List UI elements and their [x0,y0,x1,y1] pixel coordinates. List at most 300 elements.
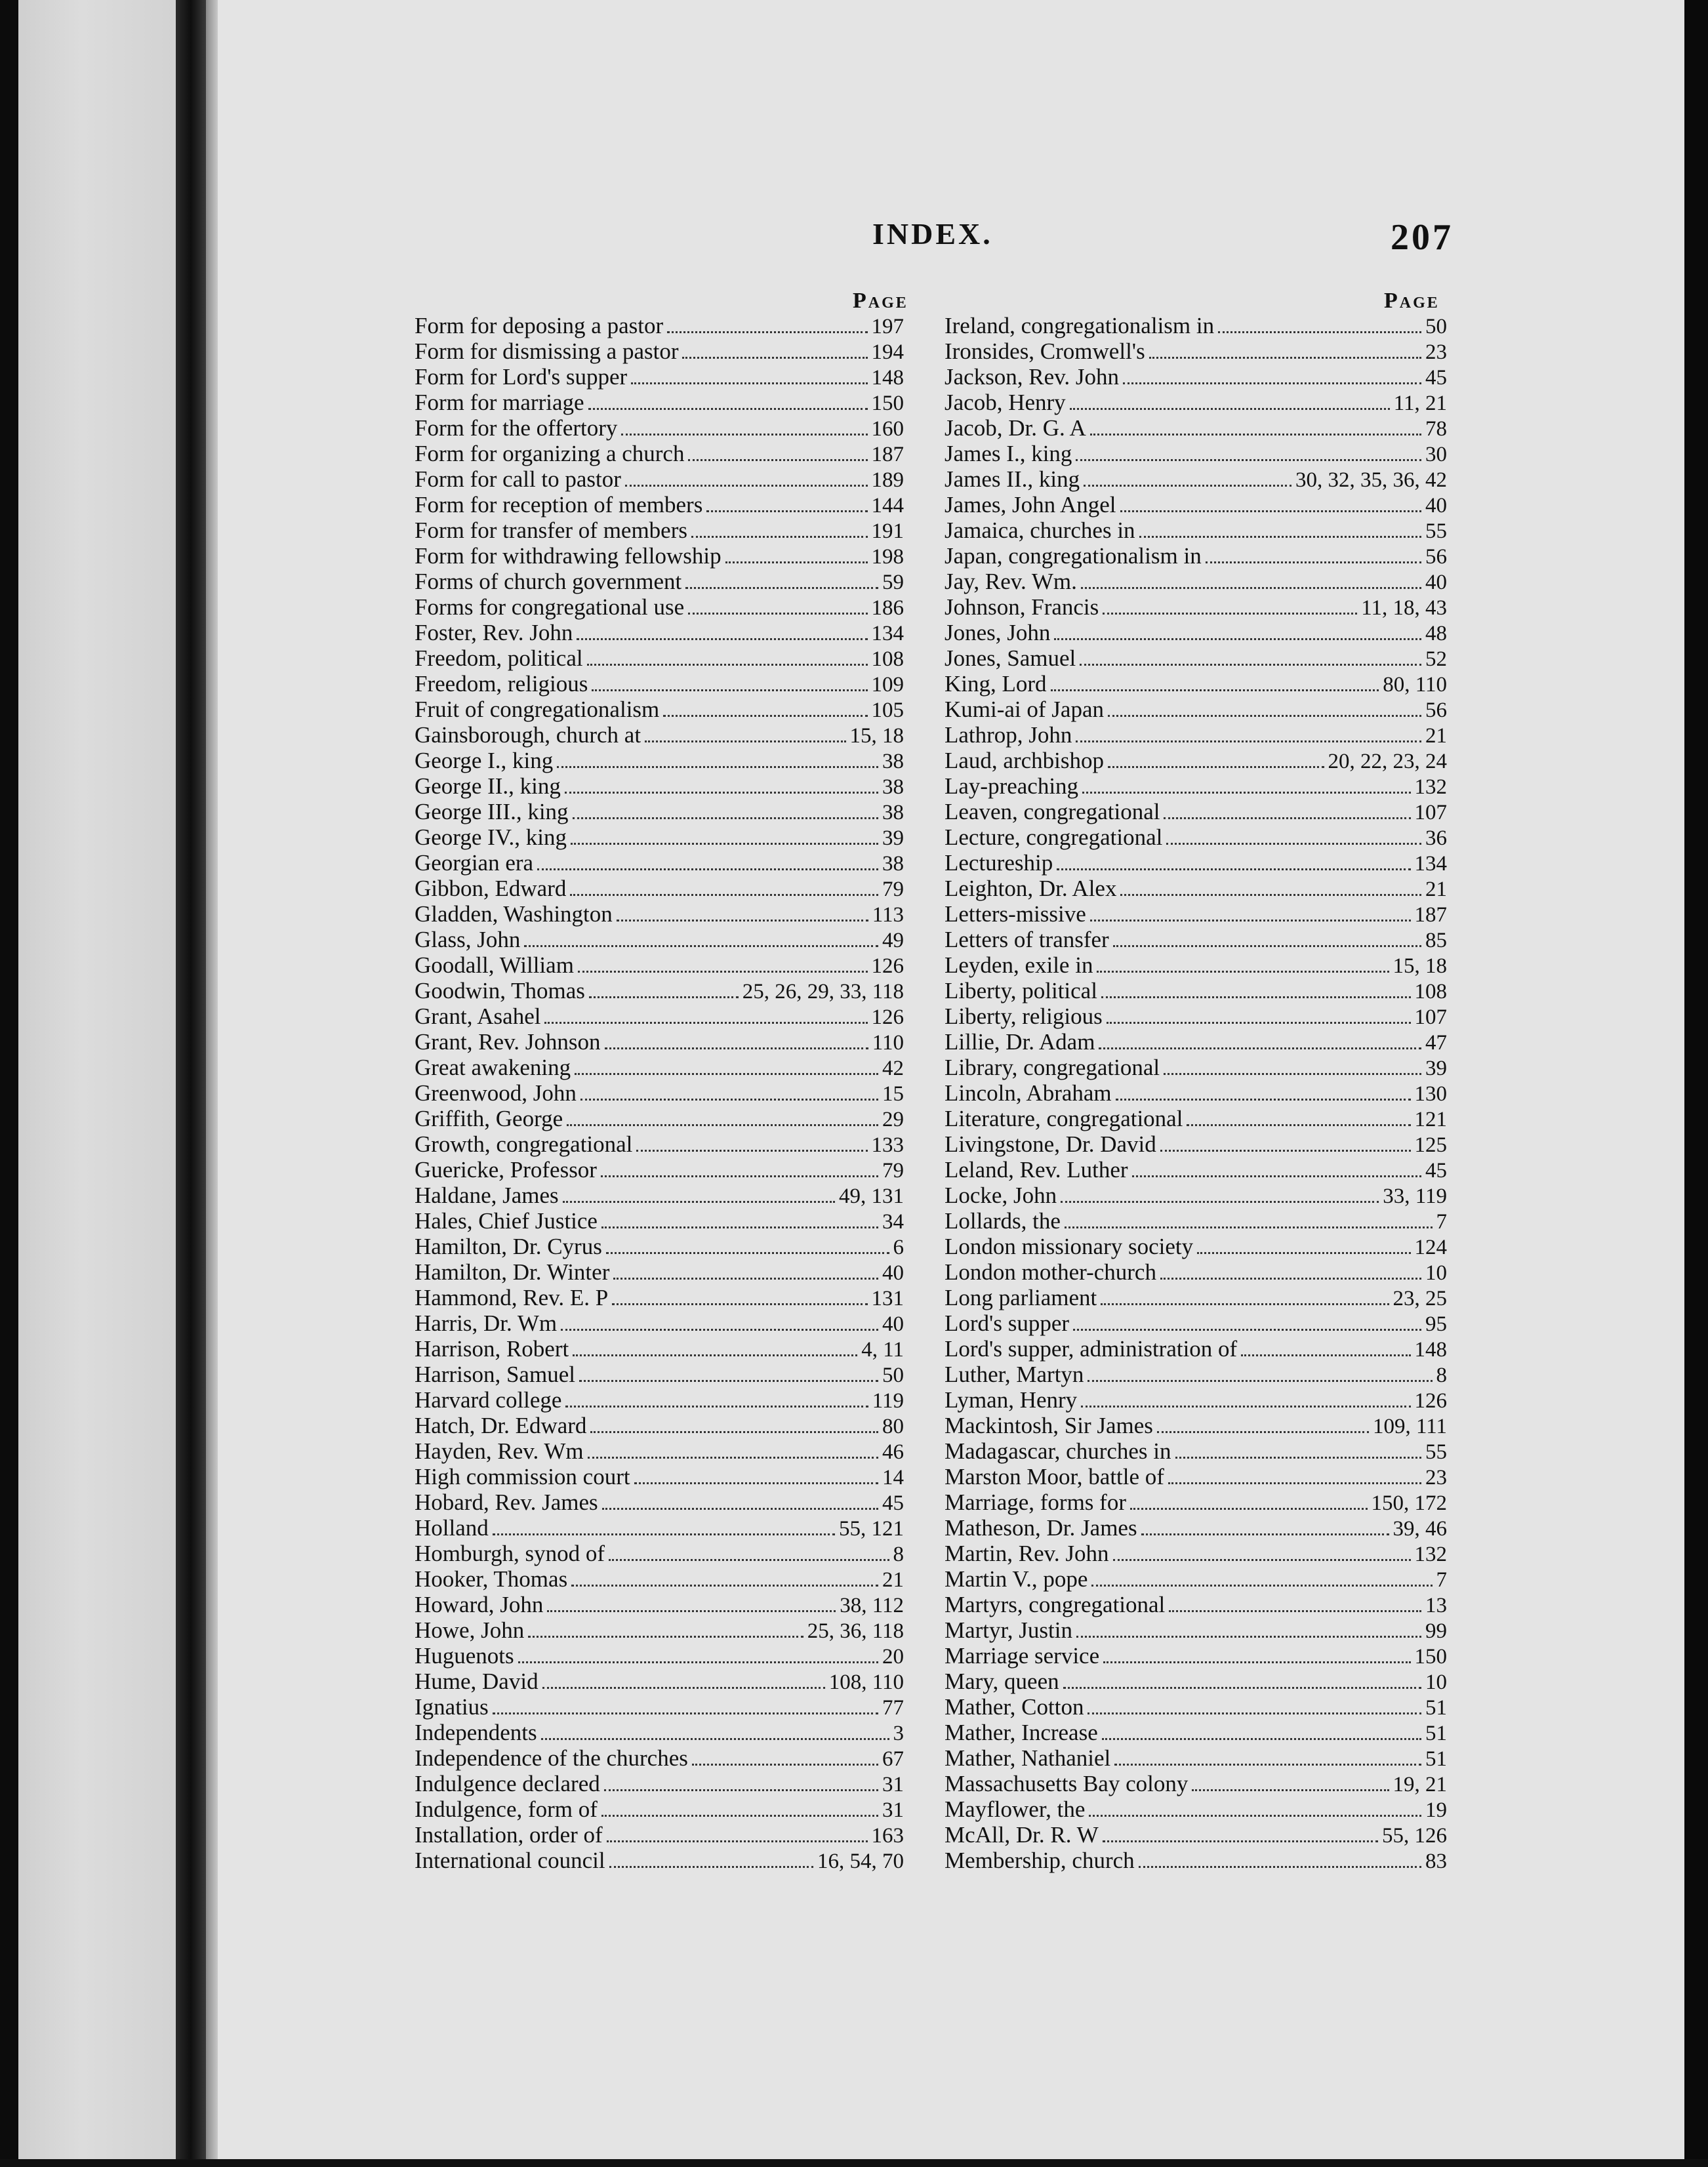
entry-name: Form for deposing a pastor [415,313,664,338]
index-entry [415,1080,904,1106]
index-entry [945,569,1447,594]
entry-name: Martin V., pope [945,1566,1088,1592]
entry-name: Lincoln, Abraham [945,1080,1112,1106]
index-entry [945,1848,1447,1873]
entry-pages: 40 [1425,571,1447,594]
index-entry [945,1541,1447,1566]
index-entry [945,1387,1447,1413]
leader-dots [573,1349,857,1356]
entry-name: Hamilton, Dr. Cyrus [415,1234,602,1259]
entry-name: Georgian era [415,850,534,876]
entry-name: Leighton, Dr. Alex [945,876,1117,901]
index-entry [945,901,1447,927]
entry-pages: 16, 54, 70 [817,1850,904,1873]
entry-pages: 108, 110 [828,1671,904,1694]
index-entry [945,1822,1447,1848]
index-entry [945,876,1447,901]
entry-name: Mather, Nathaniel [945,1745,1111,1771]
leader-dots [1054,633,1421,640]
entry-name: Marston Moor, battle of [945,1464,1164,1489]
entry-name: Mather, Increase [945,1720,1098,1745]
index-entry [945,1489,1447,1515]
index-entry [415,850,904,876]
entry-name: Martyr, Justin [945,1617,1072,1643]
leader-dots [617,914,868,921]
leader-dots [602,1503,878,1510]
leader-dots [606,1247,889,1254]
index-entry [945,543,1447,569]
leader-dots [1175,1451,1421,1459]
entry-pages: 134 [1414,852,1447,876]
index-entry [945,1464,1447,1489]
entry-name: Form for reception of members [415,492,703,517]
leader-dots [1099,1042,1421,1049]
entry-pages: 126 [1414,1389,1447,1413]
entry-name: Jones, Samuel [945,645,1076,671]
entry-name: Ignatius [415,1694,489,1720]
index-entry [415,415,904,441]
leader-dots [631,377,867,384]
entry-name: Hammond, Rev. E. P [415,1285,609,1310]
entry-name: Lillie, Dr. Adam [945,1029,1095,1055]
index-entry [945,1515,1447,1541]
entry-pages: 131 [871,1287,904,1310]
entry-pages: 40 [882,1312,904,1336]
scan-border-bottom [0,2159,1708,2167]
entry-name: Homburgh, synod of [415,1541,605,1566]
index-entry [415,1029,904,1055]
leader-dots [1120,889,1421,896]
index-entry [945,594,1447,620]
entry-name: Lathrop, John [945,722,1072,748]
index-entry [415,978,904,1003]
entry-pages: 49 [882,929,904,952]
entry-pages: 10 [1425,1261,1447,1285]
entry-name: Mary, queen [945,1669,1059,1694]
entry-name: George I., king [415,748,554,773]
entry-name: Martyrs, congregational [945,1592,1166,1617]
leader-dots [1187,1119,1410,1126]
leader-dots [609,1861,813,1868]
entry-pages: 186 [871,596,904,620]
entry-pages: 78 [1425,417,1447,441]
entry-pages: 187 [1414,903,1447,927]
index-entry [415,1669,904,1694]
index-entry [415,1848,904,1873]
index-entry [415,1208,904,1234]
index-entry [415,1643,904,1669]
leader-dots [1103,1835,1378,1842]
entry-pages: 34 [882,1210,904,1234]
entry-name: Harvard college [415,1387,562,1413]
gutter-shadow [206,0,218,2167]
leader-dots [571,838,878,845]
index-entry [945,620,1447,645]
entry-name: George III., king [415,799,569,824]
entry-name: Jackson, Rev. John [945,364,1120,390]
entry-pages: 40 [1425,494,1447,517]
index-entry [415,1234,904,1259]
entry-pages: 21 [1425,724,1447,748]
entry-pages: 126 [871,954,904,978]
index-entry [415,671,904,697]
entry-name: Locke, John [945,1183,1057,1208]
entry-name: Great awakening [415,1055,571,1080]
entry-pages: 38 [882,750,904,773]
facing-page-edge [18,0,176,2167]
entry-name: London mother-church [945,1259,1156,1285]
leader-dots [1081,1400,1410,1408]
index-entry [945,645,1447,671]
entry-pages: 194 [871,340,904,364]
entry-name: Growth, congregational [415,1131,633,1157]
index-entry [945,978,1447,1003]
leader-dots [1114,1758,1421,1766]
entry-name: Fruit of congregationalism [415,697,660,722]
entry-name: Lollards, the [945,1208,1061,1234]
index-left-column [415,313,904,1873]
entry-name: Mather, Cotton [945,1694,1084,1720]
leader-dots [1088,1375,1432,1382]
leader-dots [1160,1272,1421,1280]
leader-dots [541,1733,889,1740]
entry-pages: 108 [1414,980,1447,1003]
scan-border-left [0,0,18,2167]
leader-dots [1090,914,1411,921]
index-entry [415,364,904,390]
index-entry [945,517,1447,543]
running-head: INDEX. [872,217,993,251]
entry-name: Martin, Rev. John [945,1541,1109,1566]
entry-name: International council [415,1848,605,1873]
index-entry [415,517,904,543]
index-entry [415,1387,904,1413]
leader-dots [1206,556,1421,563]
entry-name: Lord's supper [945,1310,1070,1336]
leader-dots [1084,479,1291,487]
leader-dots [1081,582,1421,589]
entry-pages: 23 [1425,1466,1447,1489]
entry-pages: 11, 21 [1393,392,1447,415]
entry-pages: 50 [1425,315,1447,338]
entry-pages: 119 [872,1389,904,1413]
entry-pages: 20, 22, 23, 24 [1328,750,1447,773]
index-entry [945,338,1447,364]
leader-dots [1169,1605,1421,1612]
leader-dots [634,1477,878,1484]
entry-name: James, John Angel [945,492,1116,517]
index-entry [415,492,904,517]
entry-name: Foster, Rev. John [415,620,573,645]
entry-pages: 189 [871,468,904,492]
index-entry [415,1489,904,1515]
index-entry [415,1055,904,1080]
leader-dots [1139,531,1421,538]
index-entry [945,1285,1447,1310]
leader-dots [613,1272,878,1280]
entry-pages: 11, 18, 43 [1361,596,1447,620]
entry-name: Howard, John [415,1592,544,1617]
leader-dots [1132,1170,1421,1177]
leader-dots [589,991,739,998]
entry-pages: 197 [871,315,904,338]
leader-dots [587,658,868,666]
index-entry [415,1157,904,1183]
leader-dots [592,684,867,691]
index-entry [945,1029,1447,1055]
entry-pages: 124 [1414,1236,1447,1259]
index-entry [945,1796,1447,1822]
entry-pages: 150 [1414,1645,1447,1669]
entry-pages: 150 [871,392,904,415]
entry-name: Library, congregational [945,1055,1160,1080]
index-entry [415,1541,904,1566]
leader-dots [1107,1017,1411,1024]
entry-name: Letters of transfer [945,927,1109,952]
leader-dots [565,1400,868,1408]
leader-dots [557,761,878,768]
entry-name: Hatch, Dr. Edward [415,1413,587,1438]
entry-name: Goodall, William [415,952,574,978]
leader-dots [1076,1630,1421,1638]
index-entry [415,594,904,620]
leader-dots [1130,1503,1368,1510]
entry-pages: 23, 25 [1393,1287,1447,1310]
index-entry [415,952,904,978]
leader-dots [601,1810,878,1817]
entry-pages: 130 [1414,1082,1447,1106]
leader-dots [691,531,868,538]
entry-name: Livingstone, Dr. David [945,1131,1156,1157]
leader-dots [688,607,867,615]
index-entry [945,1106,1447,1131]
entry-name: Greenwood, John [415,1080,577,1106]
entry-name: Hooker, Thomas [415,1566,568,1592]
entry-pages: 29 [882,1108,904,1131]
entry-pages: 163 [871,1824,904,1848]
entry-pages: 50 [882,1364,904,1387]
index-entry [945,1413,1447,1438]
index-entry [415,1745,904,1771]
right-column-page-label: Page [1384,289,1440,313]
leader-dots [1123,377,1421,384]
entry-name: Lord's supper, administration of [945,1336,1238,1362]
index-entry [415,1438,904,1464]
entry-pages: 191 [871,519,904,543]
leader-dots [578,965,868,973]
index-entry [415,1413,904,1438]
entry-pages: 49, 131 [839,1185,904,1208]
entry-pages: 109 [871,673,904,697]
entry-pages: 59 [882,571,904,594]
entry-name: Marriage service [945,1643,1100,1669]
entry-pages: 80 [882,1415,904,1438]
leader-dots [1097,965,1389,973]
index-entry [415,748,904,773]
leader-dots [547,1605,836,1612]
entry-pages: 148 [871,366,904,390]
index-entry [415,1464,904,1489]
index-entry [415,1285,904,1310]
entry-name: Grant, Rev. Johnson [415,1029,601,1055]
leader-dots [692,1758,878,1766]
entry-pages: 83 [1425,1850,1447,1873]
index-entry [945,1745,1447,1771]
index-entry [415,390,904,415]
leader-dots [688,454,867,461]
scan-border-right [1684,0,1708,2167]
index-entry [415,799,904,824]
leader-dots [725,556,868,563]
book-spine [176,0,206,2167]
entry-pages: 150, 172 [1371,1491,1447,1515]
entry-name: Haldane, James [415,1183,559,1208]
entry-name: Long parliament [945,1285,1097,1310]
index-entry [945,415,1447,441]
entry-name: Kumi-ai of Japan [945,697,1104,722]
index-entry [415,1796,904,1822]
entry-name: Hales, Chief Justice [415,1208,598,1234]
entry-name: Japan, congregationalism in [945,543,1202,569]
entry-pages: 56 [1425,699,1447,722]
index-entry [945,1131,1447,1157]
entry-name: Jacob, Dr. G. A [945,415,1086,441]
leader-dots [605,1042,868,1049]
entry-name: Glass, John [415,927,521,952]
leader-dots [1091,1579,1432,1587]
entry-pages: 134 [871,622,904,645]
leader-dots [1116,1093,1411,1101]
index-entry [415,927,904,952]
entry-pages: 14 [882,1466,904,1489]
entry-pages: 77 [882,1696,904,1720]
entry-pages: 187 [871,443,904,466]
leader-dots [1103,1656,1410,1663]
leader-dots [493,1707,878,1714]
entry-name: Matheson, Dr. James [945,1515,1137,1541]
index-entry [945,364,1447,390]
entry-name: Form for marriage [415,390,584,415]
entry-pages: 95 [1425,1312,1447,1336]
leader-dots [1108,710,1421,717]
leader-dots [609,1554,889,1561]
leader-dots [1157,1426,1369,1433]
entry-name: Form for the offertory [415,415,618,441]
entry-pages: 6 [893,1236,904,1259]
entry-name: Harris, Dr. Wm [415,1310,558,1336]
index-entry [415,901,904,927]
entry-name: Hobard, Rev. James [415,1489,598,1515]
entry-pages: 30 [1425,443,1447,466]
entry-pages: 25, 36, 118 [807,1619,904,1643]
leader-dots [588,1451,878,1459]
leader-dots [1076,454,1421,461]
entry-pages: 21 [882,1568,904,1592]
entry-pages: 19, 21 [1393,1773,1447,1796]
leader-dots [1057,863,1410,870]
entry-pages: 7 [1436,1210,1447,1234]
entry-name: Hume, David [415,1669,539,1694]
index-entry [415,1822,904,1848]
entry-pages: 3 [893,1722,904,1745]
entry-name: Madagascar, churches in [945,1438,1171,1464]
leader-dots [1166,838,1421,845]
entry-name: Laud, archbishop [945,748,1104,773]
index-entry [415,1515,904,1541]
entry-name: Liberty, religious [945,1003,1103,1029]
entry-name: Independence of the churches [415,1745,688,1771]
entry-pages: 79 [882,878,904,901]
leader-dots [1164,1068,1421,1075]
entry-pages: 38 [882,801,904,824]
index-entry [945,1208,1447,1234]
leader-dots [1088,1707,1421,1714]
entry-name: Form for transfer of members [415,517,687,543]
leader-dots [1139,1861,1421,1868]
entry-name: Indulgence declared [415,1771,600,1796]
index-entry [415,466,904,492]
entry-name: Jay, Rev. Wm. [945,569,1077,594]
entry-pages: 126 [871,1005,904,1029]
entry-name: Guericke, Professor [415,1157,597,1183]
entry-pages: 38 [882,852,904,876]
index-entry [945,850,1447,876]
leader-dots [565,786,878,794]
entry-pages: 39 [1425,1057,1447,1080]
index-entry [945,773,1447,799]
entry-pages: 52 [1425,647,1447,671]
index-entry [415,645,904,671]
index-entry [945,1259,1447,1285]
leader-dots [1113,1554,1411,1561]
index-entry [945,1183,1447,1208]
leader-dots [1070,403,1390,410]
entry-pages: 38 [882,775,904,799]
leader-dots [567,1119,878,1126]
entry-pages: 109, 111 [1372,1415,1447,1438]
entry-pages: 38, 112 [840,1594,904,1617]
index-entry [415,1336,904,1362]
index-entry [945,1438,1447,1464]
entry-name: Form for organizing a church [415,441,685,466]
entry-pages: 46 [882,1440,904,1464]
entry-name: Holland [415,1515,489,1541]
leader-dots [612,1298,867,1305]
entry-pages: 110 [872,1031,904,1055]
entry-name: Mackintosh, Sir James [945,1413,1153,1438]
leader-dots [528,1630,803,1638]
leader-dots [537,863,878,870]
entry-name: Letters-missive [945,901,1086,927]
index-entry [945,1617,1447,1643]
index-entry [945,722,1447,748]
leader-dots [544,1017,867,1024]
leader-dots [493,1528,835,1535]
leader-dots [1065,1221,1433,1228]
entry-pages: 8 [893,1543,904,1566]
leader-dots [561,1324,878,1331]
entry-pages: 25, 26, 29, 33, 118 [742,980,904,1003]
index-entry [945,1362,1447,1387]
index-entry [945,1336,1447,1362]
entry-pages: 21 [1425,878,1447,901]
index-entry [415,1183,904,1208]
leader-dots [663,710,867,717]
entry-name: Jacob, Henry [945,390,1066,415]
entry-pages: 107 [1414,1005,1447,1029]
entry-name: Independents [415,1720,537,1745]
leader-dots [1073,1324,1421,1331]
